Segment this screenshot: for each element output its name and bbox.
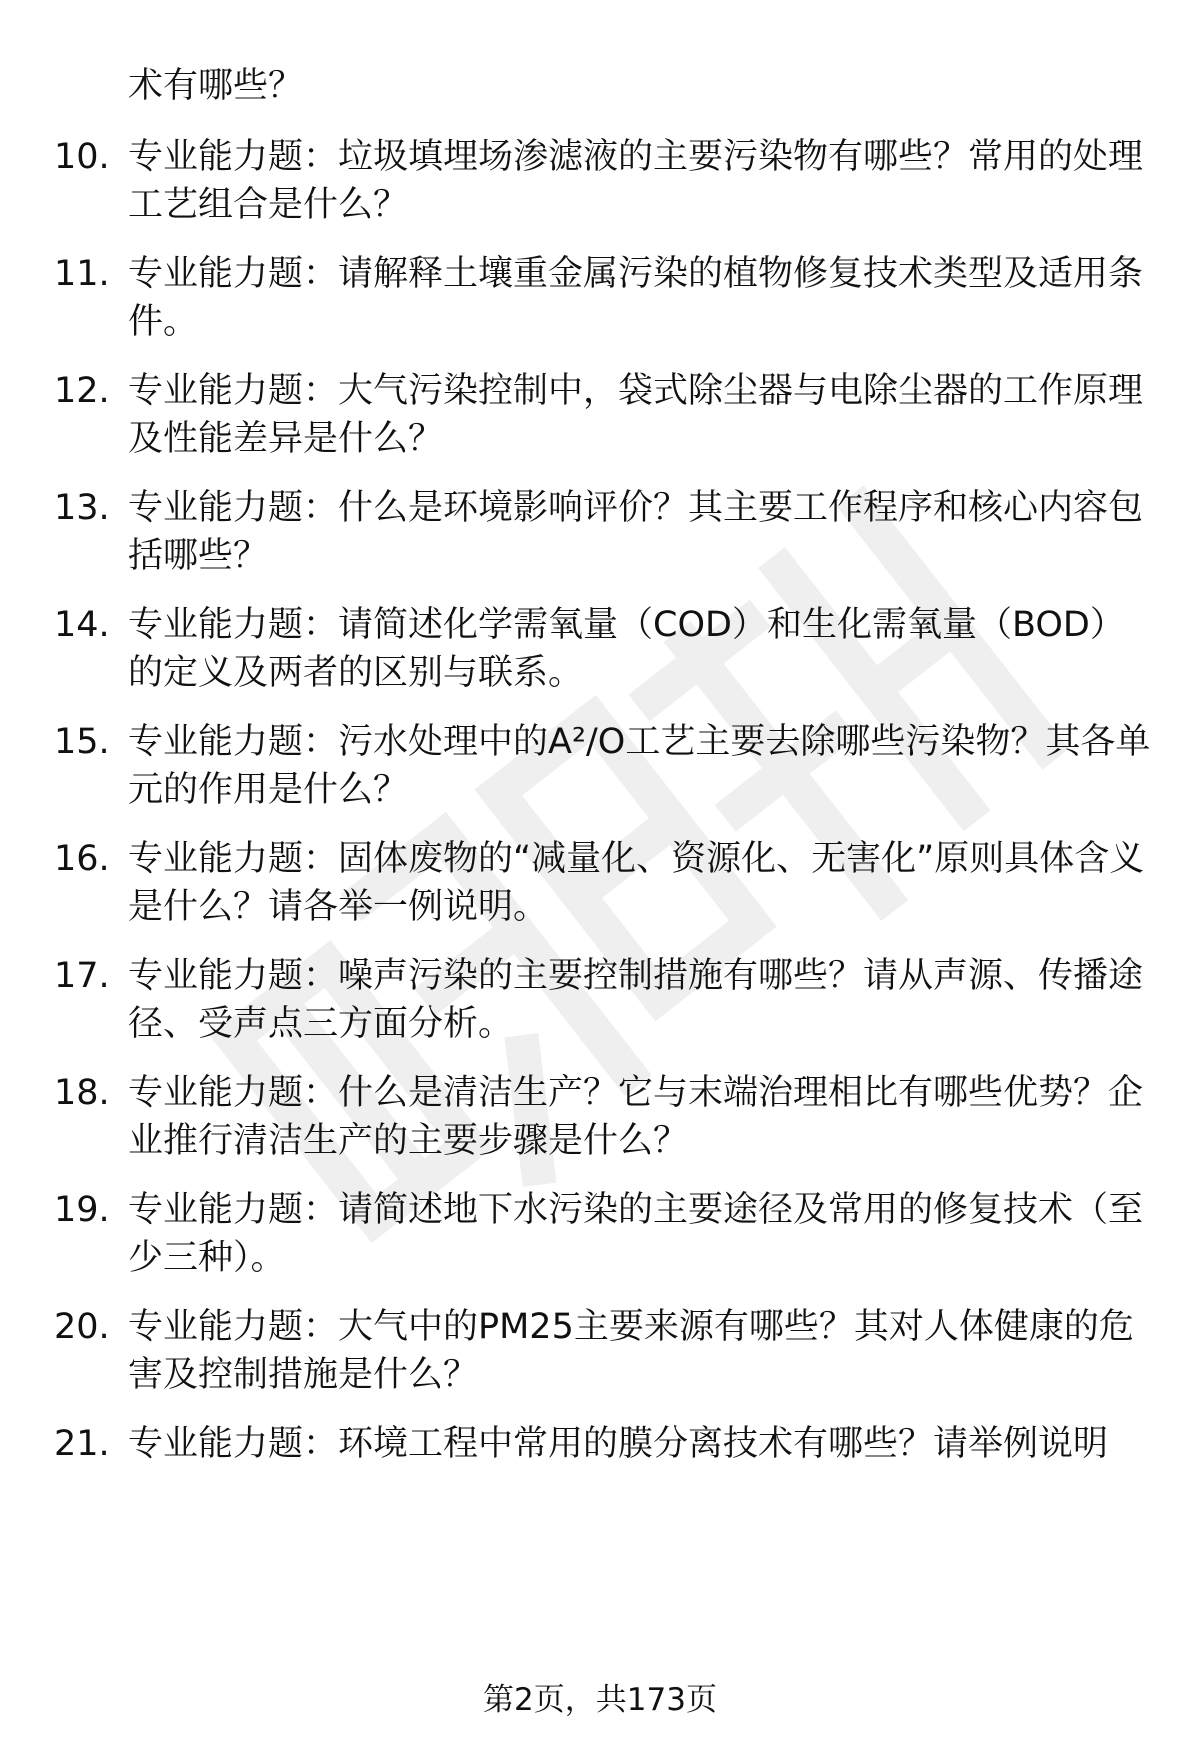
item-number: 18. bbox=[54, 1073, 110, 1113]
item-text: 专业能力题：请简述化学需氧量（COD）和生化需氧量（BOD）的定义及两者的区别与联系。 bbox=[128, 605, 1125, 693]
item-number: 11. bbox=[54, 254, 110, 294]
item-number: 21. bbox=[54, 1424, 110, 1464]
item-number: 10. bbox=[54, 137, 110, 177]
item-text: 专业能力题：污水处理中的A²/O工艺主要去除哪些污染物？其各单元的作用是什么？ bbox=[128, 722, 1151, 810]
item-number: 15. bbox=[54, 722, 110, 762]
item-number: 13. bbox=[54, 488, 110, 528]
page-footer: 第2页，共173页 bbox=[483, 1682, 717, 1718]
item-text: 专业能力题：什么是清洁生产？它与末端治理相比有哪些优势？企业推行清洁生产的主要步骤是什么？ bbox=[128, 1073, 1144, 1161]
item-text: 专业能力题：垃圾填埋场渗滤液的主要污染物有哪些？常用的处理工艺组合是什么？ bbox=[128, 137, 1144, 225]
continuation-text: 术有哪些？ bbox=[128, 66, 304, 106]
item-number: 14. bbox=[54, 605, 110, 645]
item-text: 专业能力题：固体废物的“减量化、资源化、无害化”原则具体含义是什么？请各举一例说明。 bbox=[128, 839, 1145, 927]
item-number: 19. bbox=[54, 1190, 110, 1230]
item-number: 16. bbox=[54, 839, 110, 879]
item-text: 专业能力题：大气污染控制中，袋式除尘器与电除尘器的工作原理及性能差异是什么？ bbox=[128, 371, 1144, 459]
item-number: 17. bbox=[54, 956, 110, 996]
item-number: 20. bbox=[54, 1307, 110, 1347]
item-text: 专业能力题：环境工程中常用的膜分离技术有哪些？请举例说明 bbox=[128, 1424, 1109, 1464]
item-number: 12. bbox=[54, 371, 110, 411]
item-text: 专业能力题：什么是环境影响评价？其主要工作程序和核心内容包括哪些？ bbox=[128, 488, 1144, 576]
item-text: 专业能力题：大气中的PM25主要来源有哪些？其对人体健康的危害及控制措施是什么？ bbox=[128, 1307, 1134, 1395]
item-text: 专业能力题：请解释土壤重金属污染的植物修复技术类型及适用条件。 bbox=[128, 254, 1144, 342]
item-text: 专业能力题：请简述地下水污染的主要途径及常用的修复技术（至少三种）。 bbox=[128, 1190, 1144, 1278]
item-text: 专业能力题：噪声污染的主要控制措施有哪些？请从声源、传播途径、受声点三方面分析。 bbox=[128, 956, 1144, 1044]
